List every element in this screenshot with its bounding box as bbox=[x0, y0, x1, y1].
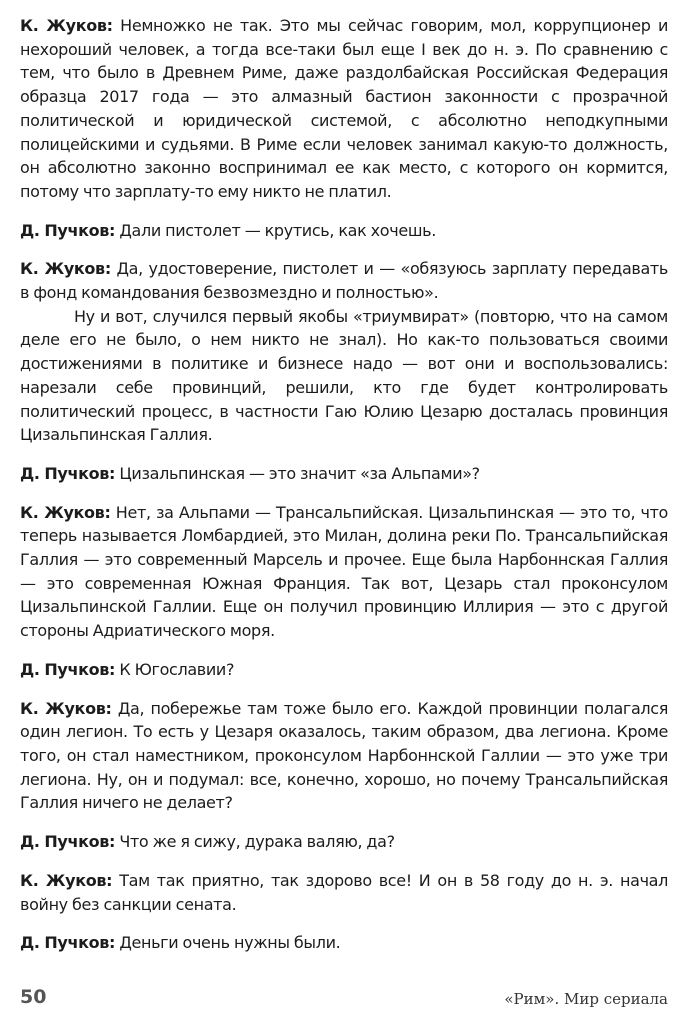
paragraph-text: Дали пистолет — крутись, как хочешь. bbox=[119, 220, 436, 240]
paragraph-text: К Югославии? bbox=[119, 659, 235, 679]
speaker-name: Д. Пучков: bbox=[20, 832, 116, 852]
page-number: 50 bbox=[20, 986, 47, 1008]
dialogue-paragraph bbox=[20, 697, 668, 816]
dialogue-paragraph bbox=[20, 931, 668, 955]
speaker-name: К. Жуков: bbox=[20, 698, 112, 718]
paragraph-text: Да, побережье там тоже было его. Каждой провинции полагался один легион. То есть у Цезаря оказалось, таким образом, два легиона. Кроме того, он стал наместником, проконсулом Нарбоннской Галлии — это уже три легиона. Ну, он и подумал: все, конечно, хорошо, но почему Трансальпийская Галлия ничего не делает? bbox=[20, 698, 669, 813]
dialogue-paragraph bbox=[20, 830, 668, 854]
page-footer bbox=[20, 986, 668, 1016]
dialogue-paragraph bbox=[20, 462, 668, 486]
dialogue-paragraph bbox=[20, 501, 668, 643]
speaker-name: Д. Пучков: bbox=[20, 659, 116, 679]
speaker-name: К. Жуков: bbox=[20, 502, 111, 522]
continuation-paragraph bbox=[20, 305, 668, 447]
dialogue-paragraph bbox=[20, 257, 668, 304]
paragraph-text: Немножко не так. Это мы сейчас говорим, мол, коррупционер и нехороший человек, а тогда все-таки был еще I век до н. э. По сравнению с тем, что было в Древнем Риме, даже раздолбайская Российская Федерация образца 2017 года — это алмазный бастион законности с прозрачной политической и юридической системой, с абсолютно неподкупными полицейскими и судьями. В Риме если человек занимал какую-то должность, он абсолютно законно воспринимал ее как место, с которого он кормится, потому что зарплату-то ему никто не платил. bbox=[20, 16, 668, 201]
book-page bbox=[20, 14, 668, 1014]
speaker-name: Д. Пучков: bbox=[20, 933, 116, 953]
speaker-name: Д. Пучков: bbox=[20, 220, 116, 240]
dialogue-paragraph bbox=[20, 14, 668, 204]
speaker-name: К. Жуков: bbox=[20, 16, 113, 35]
speaker-name: Д. Пучков: bbox=[20, 463, 116, 483]
paragraph-text: Цизальпинская — это значит «за Альпами»? bbox=[119, 463, 480, 483]
running-title: «Рим». Мир сериала bbox=[504, 990, 668, 1008]
dialogue-paragraph bbox=[20, 658, 668, 682]
dialogue-paragraph bbox=[20, 219, 668, 243]
dialogue-paragraph bbox=[20, 869, 668, 916]
paragraph-text: Да, удостоверение, пистолет и — «обязуюсь зарплату передавать в фонд командования безвозмездно и полностью». bbox=[20, 259, 668, 303]
paragraph-text: Ну и вот, случился первый якобы «триумвират» (повторю, что на самом деле его не было, о нем никто не знал). Но как-то пользоваться своими достижениями в политике и бизнесе надо — вот они и воспользовались: нарезали себе провинций, решили, кто где будет контролировать политический процесс, в частности Гаю Юлию Цезарю досталась провинция Цизальпинская Галлия. bbox=[20, 306, 668, 445]
speaker-name: К. Жуков: bbox=[20, 259, 111, 279]
paragraph-text: Деньги очень нужны были. bbox=[119, 933, 341, 953]
paragraph-text: Там так приятно, так здорово все! И он в 58 году до н. э. начал войну без санкции сената. bbox=[20, 870, 669, 914]
speaker-name: К. Жуков: bbox=[20, 870, 113, 890]
paragraph-text: Что же я сижу, дурака валяю, да? bbox=[119, 832, 395, 852]
paragraph-text: Нет, за Альпами — Трансальпийская. Цизальпинская — это то, что теперь называется Ломбардией, это Милан, долина реки По. Трансальпийская Галлия — это современный Марсель и прочее. Еще была Нарбоннская Галлия — это современная Южная Франция. Так вот, Цезарь стал проконсулом Цизальпинской Галлии. Еще он получил провинцию Иллирия — это с другой стороны Адриатического моря. bbox=[20, 502, 668, 641]
